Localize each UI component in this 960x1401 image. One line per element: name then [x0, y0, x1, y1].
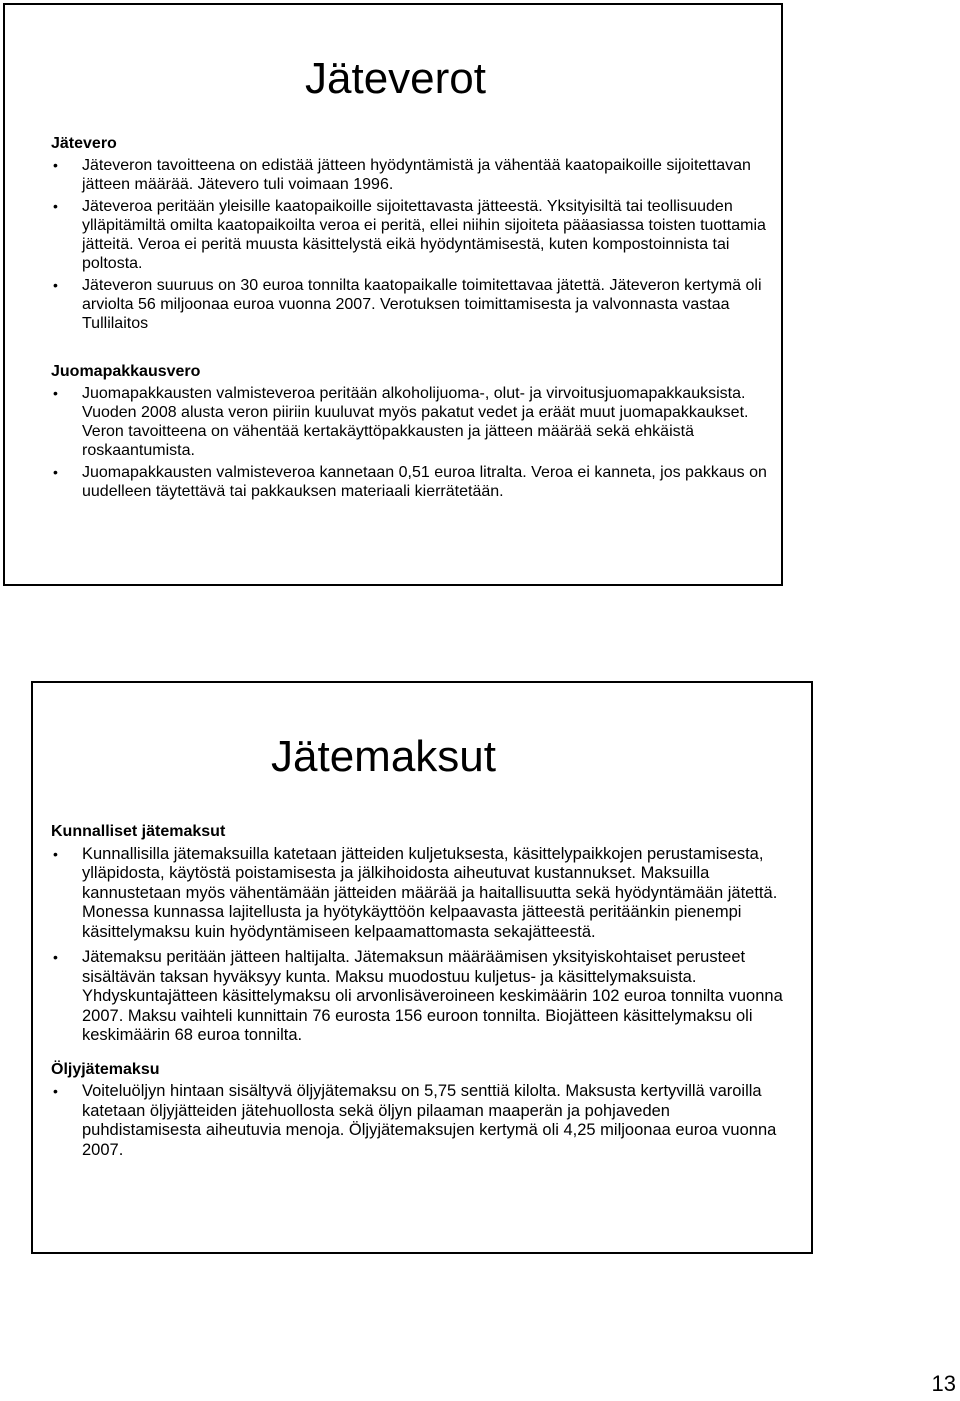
list-item	[51, 384, 771, 460]
slide-jateverot	[3, 3, 783, 586]
section-heading: Jätevero	[51, 135, 117, 152]
list-item-text: Voiteluöljyn hintaan sisältyvä öljyjätemaksu on 5,75 senttiä kilolta. Maksusta kertyvillä varoilla katetaan öljyjätteiden jätehuollosta sekä öljyn pilaaman maaperän ja pohjaveden puhdistamisesta aiheutuvia menoja. Öljyjätemaksujen kertymä oli 4,25 miljoonaa euroa vuonna 2007.	[82, 1082, 777, 1159]
section-juomapakkausvero	[51, 362, 771, 501]
list-item-text: Jäteveron suuruus on 30 euroa tonnilta kaatopaikalle toimitettavaa jätettä. Jäteveron kertymä oli arviolta 56 miljoonaa euroa vuonna 2007. Verotuksen toimittamisesta ja valvonnasta vastaa Tullilaitos	[82, 277, 762, 332]
bullet-icon: •	[53, 385, 58, 401]
bullet-icon: •	[53, 1083, 58, 1099]
list-item-text: Jätemaksu peritään jätteen haltijalta. Jätemaksun määräämisen yksityiskohtaiset perusteet sisältävän taksan hyväksyy kunta. Maksu muodostuu kuljetus- ja käsittelymaksuista. Yhdyskuntajätteen käsittelymaksu oli arvonlisäveroineen keskimäärin 102 euroa tonnilta vuonna 2007. Maksu vaihteli kunnittain 76 eurosta 156 euroon tonnilta. Biojätteen käsittelymaksu oli keskimäärin 68 euroa tonnilta.	[82, 948, 783, 1044]
section-heading: Juomapakkausvero	[51, 363, 201, 380]
list-item-text: Kunnallisilla jätemaksuilla katetaan jätteiden kuljetuksesta, käsittelypaikkojen perustamisesta, ylläpidosta, käytöstä poistamisesta ja jälkihoidosta aiheutuvat kustannukset. Maksuilla kannustetaan myös vähentämään jätteiden määrää ja haitallisuutta sekä hyödyntämään jätettä. Monessa kunnassa lajitellusta ja hyötykäyttöön kelpaavasta jätteestä peritäänkin pienempi käsittelymaksu kuin hyödyntämiseen kelpaamattomasta sekajätteestä.	[82, 844, 778, 941]
bullet-icon: •	[53, 198, 58, 214]
list-item	[51, 463, 771, 501]
bullet-icon: •	[53, 949, 58, 965]
slide-title: Jäteverot	[305, 54, 486, 103]
list-item	[51, 948, 791, 1046]
list-item	[51, 845, 791, 943]
list-item-text: Jäteveron tavoitteena on edistää jätteen hyödyntämistä ja vähentää kaatopaikoille sijoitettavan jätteen määrää. Jätevero tuli voimaan 1996.	[82, 157, 751, 193]
page-number: 13	[931, 1371, 956, 1396]
list-item-text: Jäteveroa peritään yleisille kaatopaikoille sijoitettavasta jätteestä. Yksityisiltä tai teollisuuden ylläpitämiltä omilta kaatopaikoilta veroa ei peritä, ellei niihin sijoiteta pääasiassa toisten tuottamia jätteitä. Veroa ei peritä muusta käsittelystä eikä hyödyntämisestä, kuten kompostoinnista tai poltosta.	[82, 198, 766, 272]
bullet-list	[51, 845, 791, 1046]
bullet-icon: •	[53, 464, 58, 480]
section-oljyjatemaksu	[51, 1060, 791, 1161]
section-heading: Öljyjätemaksu	[51, 1060, 160, 1078]
list-item	[51, 197, 771, 273]
slide-jatemaksut	[31, 681, 813, 1254]
section-kunnalliset-jatemaksut	[51, 822, 791, 1046]
list-item-text: Juomapakkausten valmisteveroa kannetaan 0,51 euroa litralta. Veroa ei kanneta, jos pakkaus on uudelleen täytettävä tai pakkauksen materiaali kierrätetään.	[82, 464, 767, 500]
slide-content	[51, 134, 771, 530]
list-item	[51, 156, 771, 194]
bullet-icon: •	[53, 157, 58, 173]
list-item	[51, 276, 771, 333]
slide-title: Jätemaksut	[271, 732, 496, 781]
section-jatevero	[51, 134, 771, 333]
bullet-list	[51, 156, 771, 333]
slide-content	[51, 822, 791, 1174]
list-item	[51, 1082, 791, 1160]
list-item-text: Juomapakkausten valmisteveroa peritään alkoholijuoma-, olut- ja virvoitusjuomapakkauksista. Vuoden 2008 alusta veron piiriin kuuluvat myös pakatut vedet ja eräät muut juomapakkaukset. Veron tavoitteena on vähentää kertakäyttöpakkausten ja jätteen määrää sekä ehkäistä roskaantumista.	[82, 385, 749, 459]
bullet-list	[51, 384, 771, 501]
section-heading: Kunnalliset jätemaksut	[51, 823, 226, 840]
bullet-icon: •	[53, 277, 58, 293]
bullet-list	[51, 1082, 791, 1160]
bullet-icon: •	[53, 845, 58, 862]
